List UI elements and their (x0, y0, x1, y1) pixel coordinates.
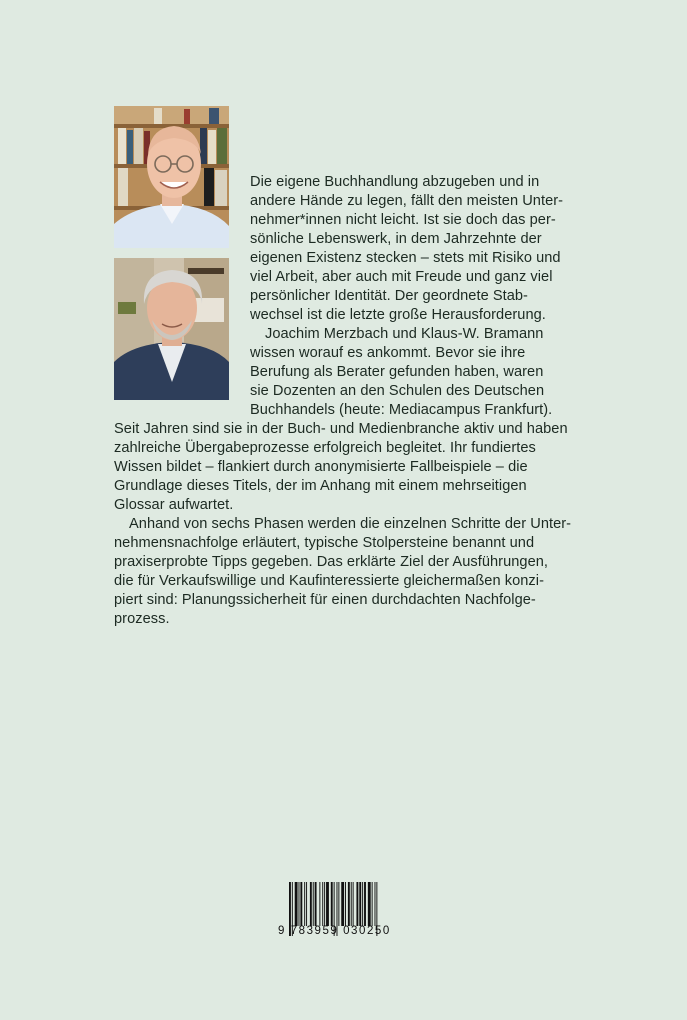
barcode-bar (319, 882, 320, 926)
barcode-bar (353, 882, 354, 926)
barcode-bar (368, 882, 371, 926)
author-photo-bramann (114, 258, 229, 400)
blurb-line: Wissen bildet – flankiert durch anonymisierte Fallbeispiele – die (114, 459, 528, 475)
blurb-line: persönlicher Identität. Der geordnete Stab- (250, 288, 528, 304)
author-photo-merzbach (114, 106, 229, 248)
blurb-line: wechsel ist die letzte große Herausforderung. (250, 307, 546, 323)
blurb-line: eigenen Existenz stecken – stets mit Risiko und (250, 250, 561, 266)
barcode-bar (299, 882, 300, 926)
barcode-bar (313, 882, 314, 926)
barcode-bar (326, 882, 329, 926)
blurb-line: Anhand von sechs Phasen werden die einzelnen Schritte der Unter- (129, 516, 572, 532)
blurb-line: prozess. (114, 611, 170, 627)
blurb-line: sönliche Lebenswerk, in dem Jahrzehnte der (250, 231, 542, 247)
blurb-line: zahlreiche Übergabeprozesse erfolgreich begleitet. Ihr fundiertes (114, 440, 536, 456)
blurb-line: Buchhandels (heute: Mediacampus Frankfurt). (250, 402, 553, 418)
blurb-line: sie Dozenten an den Schulen des Deutschen (250, 383, 545, 399)
blurb-line: Joachim Merzbach und Klaus-W. Bramann (265, 326, 544, 342)
barcode-bar (324, 882, 325, 926)
barcode-bar (331, 882, 333, 926)
blurb-line: viel Arbeit, aber auch mit Freude und ganz viel (250, 269, 553, 285)
barcode-bar (310, 882, 312, 926)
barcode-bar (345, 882, 346, 926)
blurb-line: piert sind: Planungssicherheit für einen durchdachten Nachfolge- (114, 592, 536, 608)
blurb-line: Berufung als Berater gefunden haben, waren (250, 364, 544, 380)
blurb-line: andere Hände zu legen, fällt den meisten Unter- (250, 193, 564, 209)
barcode-bar (322, 882, 323, 926)
barcode-bar (315, 882, 317, 926)
barcode-bar (362, 882, 363, 926)
blurb-line: nehmensnachfolge erläutert, typische Stolpersteine benannt und (114, 535, 535, 551)
barcode-bar (295, 882, 298, 926)
blurb-line: die für Verkaufswillige und Kaufinteressierte gleichermaßen konzi- (114, 573, 544, 589)
barcode-bar (372, 882, 373, 926)
barcode-bar (356, 882, 358, 926)
barcode-bar (306, 882, 307, 926)
isbn-digits: 9 783959 030250 (278, 925, 391, 937)
barcode-bar (351, 882, 352, 926)
barcode-bar (364, 882, 366, 926)
blurb-line: Glossar aufwartet. (114, 497, 234, 513)
barcode-bar (341, 882, 344, 926)
blurb-line: Die eigene Buchhandlung abzugeben und in (250, 174, 540, 190)
blurb-line: wissen worauf es ankommt. Bevor sie ihre (250, 345, 526, 361)
blurb-line: Seit Jahren sind sie in der Buch- und Medienbranche aktiv und haben (114, 421, 568, 437)
barcode-bar (375, 882, 376, 926)
blurb-line: nehmer*innen nicht leicht. Ist sie doch das per- (250, 212, 556, 228)
barcode-bar (359, 882, 361, 926)
barcode-bar (300, 882, 302, 926)
blurb-line: praxiserprobte Tipps gegeben. Das erklärte Ziel der Ausführungen, (114, 554, 549, 570)
blurb-line: Grundlage dieses Titels, der im Anhang mit einem mehrseitigen (114, 478, 527, 494)
barcode-bar (338, 882, 339, 926)
barcode-bar (348, 882, 350, 926)
barcode-bar (304, 882, 305, 926)
